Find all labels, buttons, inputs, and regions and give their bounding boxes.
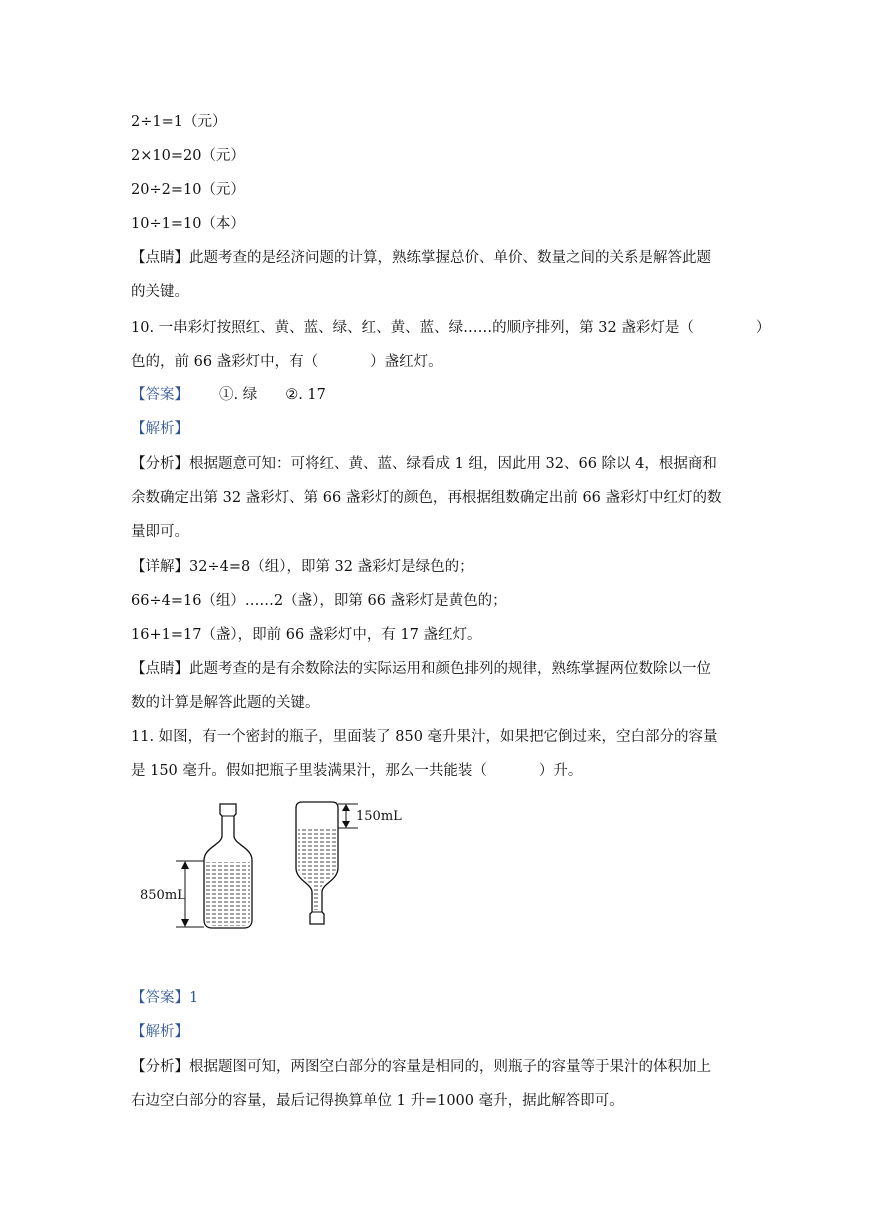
left-volume-label: 850mL <box>140 888 186 903</box>
bottle-figure <box>140 800 430 940</box>
dianjing-10-line-1: 【点睛】此题考查的是有余数除法的实际运用和颜色排列的规律，熟练掌握两位数除以一位 <box>131 661 711 677</box>
xiangjie-10-line-3: 16+1=17（盏），即前 66 盏彩灯中，有 17 盏红灯。 <box>131 627 482 643</box>
question-10-text: 10. 一串彩灯按照红、黄、蓝、绿、红、黄、蓝、绿……的顺序排列，第 32 盏彩灯是（ <box>131 320 694 336</box>
upright-bottle <box>204 804 252 928</box>
question-11-line-2-post: ）升。 <box>538 763 583 779</box>
inverted-bottle <box>296 802 338 924</box>
fenxi-10-line-2: 余数确定出第 32 盏彩灯、第 66 盏彩灯的颜色，再根据组数确定出前 66 盏彩灯中红灯的数 <box>131 490 722 506</box>
question-10-line-2-post: ）盏红灯。 <box>370 354 443 370</box>
question-10-line-2-pre: 色的，前 66 盏彩灯中，有（ <box>131 354 319 370</box>
question-10-line-2 <box>131 352 443 372</box>
answer-10-label: 【答案】 <box>131 387 189 403</box>
calc-line-1: 2÷1=1（元） <box>131 114 227 130</box>
question-11-line-2-pre: 是 150 毫升。假如把瓶子里装满果汁，那么一共能装（ <box>131 763 487 779</box>
answer-10 <box>131 385 326 405</box>
right-dimension <box>338 804 358 828</box>
right-volume-label: 150mL <box>356 809 402 824</box>
dianjing-9-line-1: 【点睛】此题考查的是经济问题的计算，熟练掌握总价、单价、数量之间的关系是解答此题 <box>131 250 711 266</box>
question-10-line-1 <box>131 318 770 338</box>
fenxi-10-line-1: 【分析】根据题意可知：可将红、黄、蓝、绿看成 1 组，因此用 32、66 除以 4，根据商和 <box>131 456 717 472</box>
dianjing-9-line-2: 的关键。 <box>131 284 189 300</box>
answer-11-text: 【答案】1 <box>131 990 199 1006</box>
xiangjie-10-line-1: 【详解】32÷4=8（组），即第 32 盏彩灯是绿色的； <box>131 559 474 575</box>
question-11-line-1: 11. 如图，有一个密封的瓶子，里面装了 850 毫升果汁，如果把它倒过来，空白部分的容量 <box>131 729 718 745</box>
jiexi-10-label: 【解析】 <box>131 421 189 437</box>
jiexi-11-label: 【解析】 <box>131 1024 189 1040</box>
answer-10-value-1: ①. 绿 <box>219 387 258 403</box>
question-11-line-2 <box>131 761 582 781</box>
xiangjie-10-line-2: 66÷4=16（组）……2（盏），即第 66 盏彩灯是黄色的； <box>131 593 507 609</box>
calc-line-3: 20÷2=10（元） <box>131 182 245 198</box>
fenxi-11-line-2: 右边空白部分的容量，最后记得换算单位 1 升=1000 毫升，据此解答即可。 <box>131 1093 624 1109</box>
answer-11 <box>131 988 198 1008</box>
dianjing-10-line-2: 数的计算是解答此题的关键。 <box>131 695 320 711</box>
question-10-bracket-end: ） <box>755 320 771 336</box>
calc-line-2: 2×10=20（元） <box>131 148 245 164</box>
calc-line-4: 10÷1=10（本） <box>131 216 245 232</box>
fenxi-10-line-3: 量即可。 <box>131 524 189 540</box>
answer-10-value-2: ②. 17 <box>285 387 326 403</box>
fenxi-11-line-1: 【分析】根据题图可知，两图空白部分的容量是相同的，则瓶子的容量等于果汁的体积加上 <box>131 1059 711 1075</box>
